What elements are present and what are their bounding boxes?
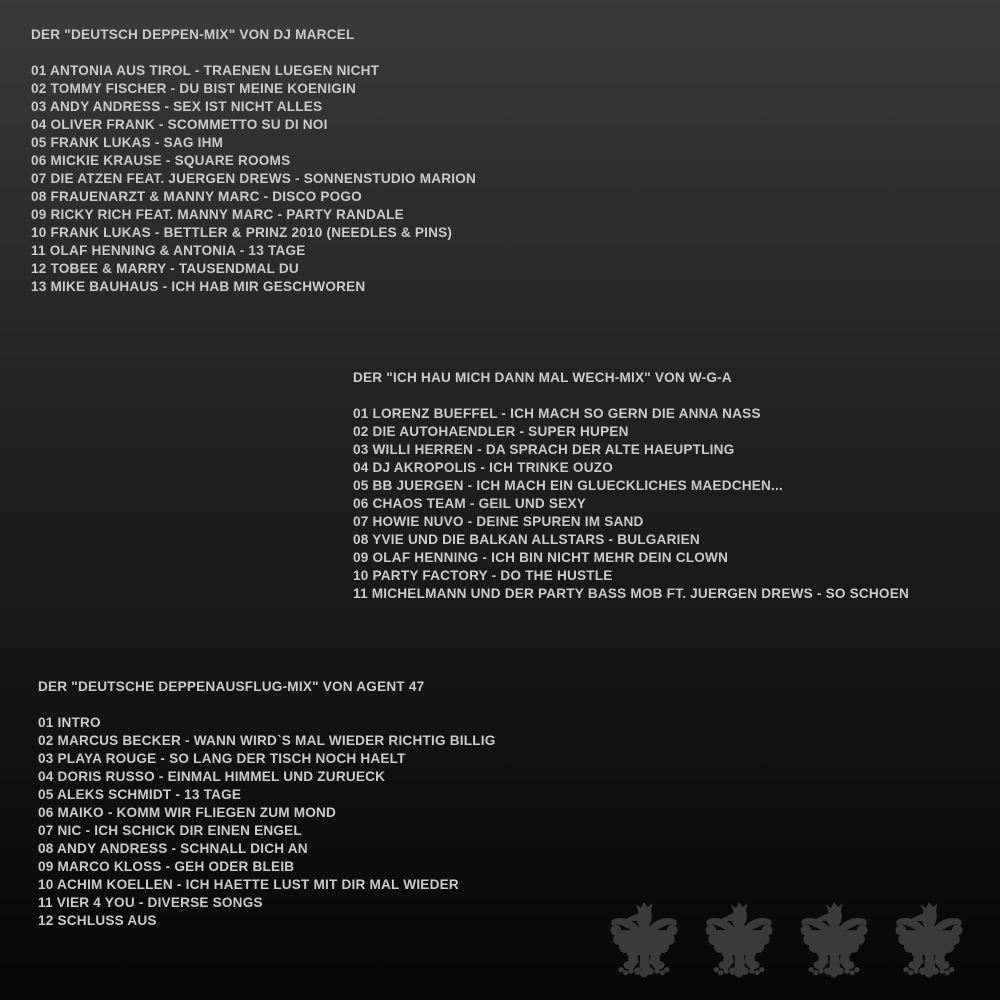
section-title: DER "ICH HAU MICH DANN MAL WECH-MIX" VON W-G-A bbox=[353, 370, 732, 385]
section-title: DER "DEUTSCH DEPPEN-MIX" VON DJ MARCEL bbox=[31, 27, 355, 42]
heraldic-eagle-icon bbox=[606, 901, 682, 985]
heraldic-eagle-icon bbox=[796, 901, 872, 985]
tracklist-agent-47 bbox=[38, 678, 496, 930]
track-item: 12 SCHLUSS AUS bbox=[38, 913, 157, 928]
track-item: 10 PARTY FACTORY - DO THE HUSTLE bbox=[353, 568, 613, 583]
eagle-row bbox=[606, 901, 967, 985]
track-item: 07 HOWIE NUVO - DEINE SPUREN IM SAND bbox=[353, 514, 644, 529]
track-item: 09 OLAF HENNING - ICH BIN NICHT MEHR DEIN CLOWN bbox=[353, 550, 729, 565]
track-item: 11 MICHELMANN UND DER PARTY BASS MOB FT. JUERGEN DREWS - SO SCHOEN bbox=[353, 586, 910, 601]
track-item: 05 FRANK LUKAS - SAG IHM bbox=[31, 135, 224, 150]
track-item: 05 ALEKS SCHMIDT - 13 TAGE bbox=[38, 787, 242, 802]
track-item: 04 DORIS RUSSO - EINMAL HIMMEL UND ZURUECK bbox=[38, 769, 386, 784]
track-item: 04 DJ AKROPOLIS - ICH TRINKE OUZO bbox=[353, 460, 614, 475]
track-item: 11 OLAF HENNING & ANTONIA - 13 TAGE bbox=[31, 243, 306, 258]
track-item: 12 TOBEE & MARRY - TAUSENDMAL DU bbox=[31, 261, 299, 276]
track-item: 02 MARCUS BECKER - WANN WIRD`S MAL WIEDER RICHTIG BILLIG bbox=[38, 733, 496, 748]
track-list bbox=[353, 405, 909, 603]
section-title: DER "DEUTSCHE DEPPENAUSFLUG-MIX" VON AGENT 47 bbox=[38, 679, 425, 694]
track-item: 03 ANDY ANDRESS - SEX IST NICHT ALLES bbox=[31, 99, 323, 114]
track-item: 02 TOMMY FISCHER - DU BIST MEINE KOENIGIN bbox=[31, 81, 357, 96]
track-item: 01 INTRO bbox=[38, 715, 101, 730]
track-list bbox=[38, 714, 496, 930]
track-item: 06 MICKIE KRAUSE - SQUARE ROOMS bbox=[31, 153, 291, 168]
track-item: 03 PLAYA ROUGE - SO LANG DER TISCH NOCH HAELT bbox=[38, 751, 406, 766]
track-item: 09 RICKY RICH FEAT. MANNY MARC - PARTY RANDALE bbox=[31, 207, 404, 222]
track-item: 07 NIC - ICH SCHICK DIR EINEN ENGEL bbox=[38, 823, 302, 838]
track-item: 04 OLIVER FRANK - SCOMMETTO SU DI NOI bbox=[31, 117, 328, 132]
track-item: 02 DIE AUTOHAENDLER - SUPER HUPEN bbox=[353, 424, 629, 439]
track-item: 08 YVIE UND DIE BALKAN ALLSTARS - BULGARIEN bbox=[353, 532, 700, 547]
track-item: 11 VIER 4 YOU - DIVERSE SONGS bbox=[38, 895, 263, 910]
track-item: 06 MAIKO - KOMM WIR FLIEGEN ZUM MOND bbox=[38, 805, 337, 820]
track-item: 06 CHAOS TEAM - GEIL UND SEXY bbox=[353, 496, 587, 511]
track-item: 08 FRAUENARZT & MANNY MARC - DISCO POGO bbox=[31, 189, 362, 204]
track-item: 01 ANTONIA AUS TIROL - TRAENEN LUEGEN NICHT bbox=[31, 63, 380, 78]
track-item: 13 MIKE BAUHAUS - ICH HAB MIR GESCHWOREN bbox=[31, 279, 366, 294]
track-item: 09 MARCO KLOSS - GEH ODER BLEIB bbox=[38, 859, 295, 874]
tracklist-dj-marcel bbox=[31, 26, 476, 296]
track-item: 05 BB JUERGEN - ICH MACH EIN GLUECKLICHES MAEDCHEN... bbox=[353, 478, 783, 493]
track-list bbox=[31, 62, 476, 296]
track-item: 01 LORENZ BUEFFEL - ICH MACH SO GERN DIE ANNA NASS bbox=[353, 406, 761, 421]
tracklist-wga bbox=[353, 369, 909, 603]
heraldic-eagle-icon bbox=[701, 901, 777, 985]
track-item: 07 DIE ATZEN FEAT. JUERGEN DREWS - SONNENSTUDIO MARION bbox=[31, 171, 477, 186]
heraldic-eagle-icon bbox=[891, 901, 967, 985]
track-item: 10 FRANK LUKAS - BETTLER & PRINZ 2010 (NEEDLES & PINS) bbox=[31, 225, 453, 240]
track-item: 03 WILLI HERREN - DA SPRACH DER ALTE HAEUPTLING bbox=[353, 442, 735, 457]
track-item: 08 ANDY ANDRESS - SCHNALL DICH AN bbox=[38, 841, 308, 856]
track-item: 10 ACHIM KOELLEN - ICH HAETTE LUST MIT DIR MAL WIEDER bbox=[38, 877, 459, 892]
